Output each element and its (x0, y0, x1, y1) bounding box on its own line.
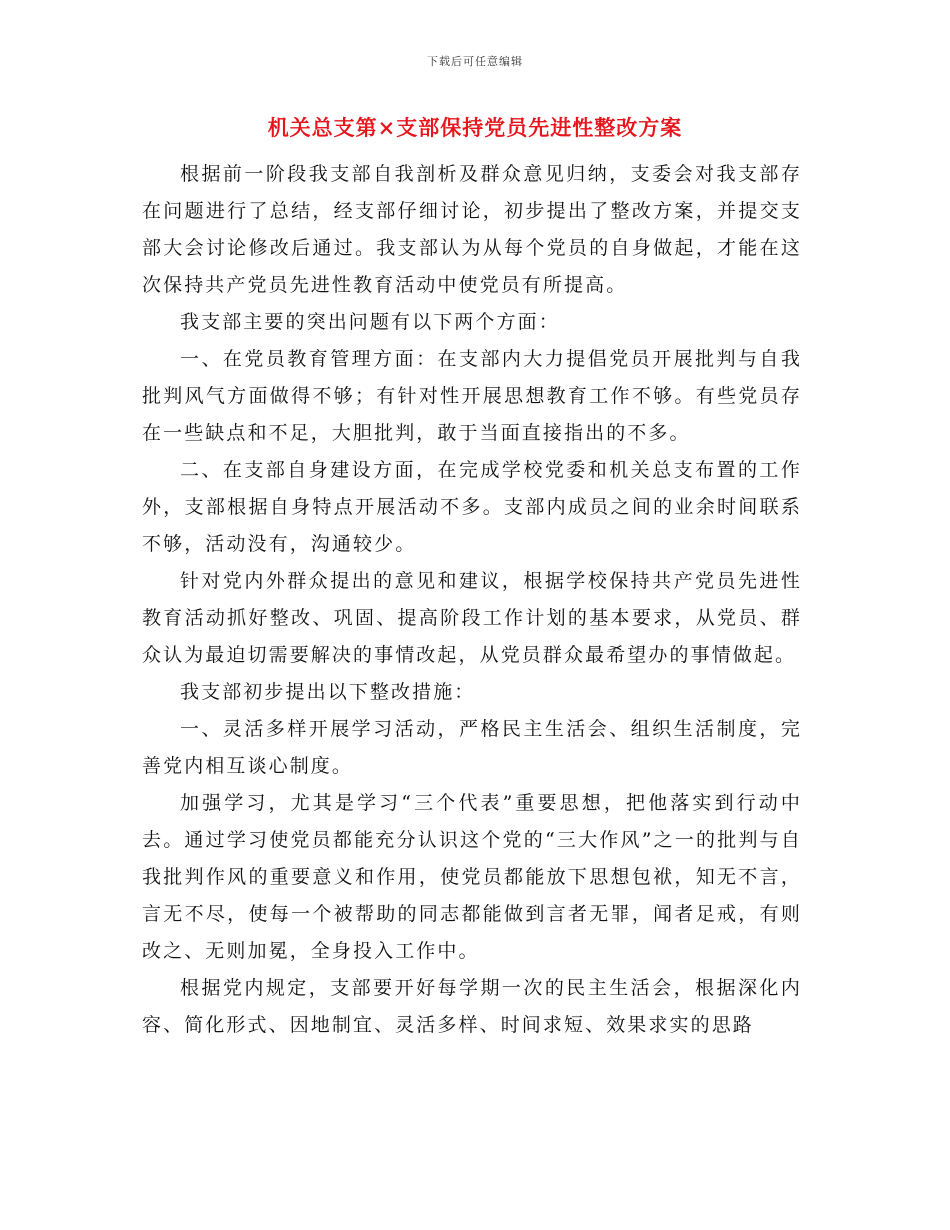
paragraph: 针对党内外群众提出的意见和建议，根据学校保持共产党员先进性教育活动抓好整改、巩固、提高阶段工作计划的基本要求，从党员、群众认为最迫切需要解决的事情改起，从党员群众最希望办的事情做起。 (142, 570, 802, 666)
document-title: 机关总支第×支部保持党员先进性整改方案 (267, 115, 683, 140)
paragraph: 加强学习，尤其是学习“三个代表”重要思想，把他落实到行动中去。通过学习使党员都能充分认识这个党的“三大作风”之一的批判与自我批判作风的重要意义和作用，使党员都能放下思想包袱，知无不言，言无不尽，使每一个被帮助的同志都能做到言者无罪，闻者足戒，有则改之、无则加冕，全身投入工作中。 (142, 792, 802, 962)
paragraph: 一、在党员教育管理方面：在支部内大力提倡党员开展批判与自我批判风气方面做得不够；有针对性开展思想教育工作不够。有些党员存在一些缺点和不足，大胆批判，敢于当面直接指出的不多。 (142, 348, 802, 444)
paragraph: 根据党内规定，支部要开好每学期一次的民主生活会，根据深化内容、简化形式、因地制宜、灵活多样、时间求短、效果求实的思路 (142, 977, 802, 1036)
paragraph: 二、在支部自身建设方面，在完成学校党委和机关总支布置的工作外，支部根据自身特点开展活动不多。支部内成员之间的业余时间联系不够，活动没有，沟通较少。 (142, 459, 802, 555)
paragraph: 我支部初步提出以下整改措施： (180, 681, 476, 703)
paragraph: 一、灵活多样开展学习活动，严格民主生活会、组织生活制度，完善党内相互谈心制度。 (142, 718, 802, 777)
paragraph: 根据前一阶段我支部自我剖析及群众意见归纳，支委会对我支部存在问题进行了总结，经支部仔细讨论，初步提出了整改方案，并提交支部大会讨论修改后通过。我支部认为从每个党员的自身做起，才能在这次保持共产党员先进性教育活动中使党员有所提高。 (142, 163, 802, 296)
header-note: 下载后可任意编辑 (427, 55, 523, 68)
paragraph: 我支部主要的突出问题有以下两个方面： (180, 311, 560, 333)
document-body (142, 156, 802, 1044)
